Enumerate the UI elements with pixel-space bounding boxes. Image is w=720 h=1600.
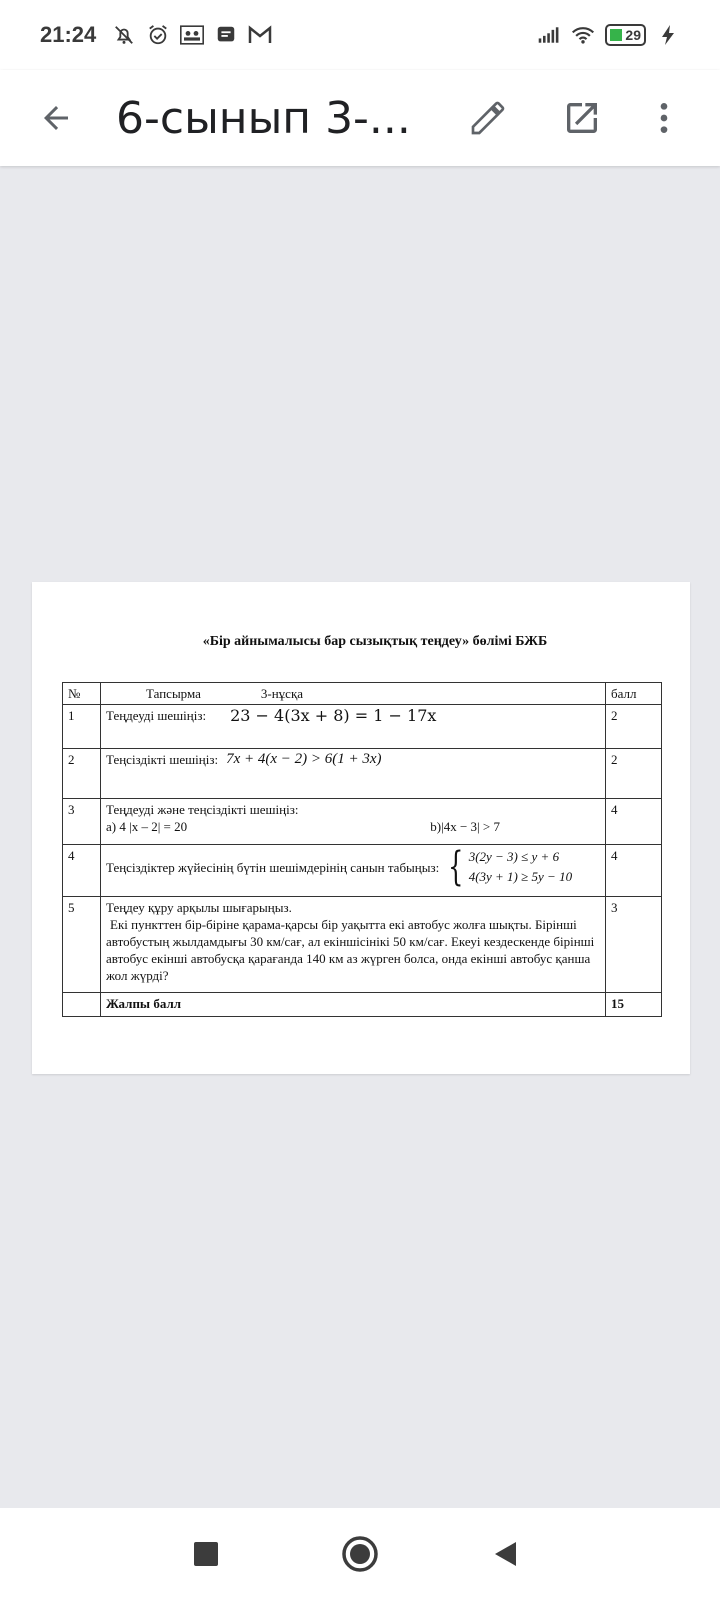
row-text: Теңсіздікті шешіңіз: (106, 752, 219, 767)
gmail-icon (248, 23, 272, 47)
row-num: 2 (63, 749, 101, 799)
row-text: Теңдеуді және теңсіздікті шешіңіз: (106, 802, 299, 817)
header-task-cell (101, 683, 606, 705)
table-header-row (63, 683, 662, 705)
back-triangle-icon (492, 1540, 520, 1568)
row-task (101, 897, 606, 993)
inequality-system (443, 844, 573, 890)
table-row (63, 799, 662, 845)
row-formula: 7x + 4(x − 2) > 6(1 + 3x) (226, 751, 382, 767)
header-num: № (63, 683, 101, 705)
task-table (62, 682, 662, 1017)
row-num: 5 (63, 897, 101, 993)
total-label: Жалпы балл (101, 993, 606, 1017)
app-bar (0, 70, 720, 166)
back-button[interactable] (26, 88, 86, 148)
table-row (63, 749, 662, 799)
total-num-cell (63, 993, 101, 1017)
row-task (101, 799, 606, 845)
alarm-icon (146, 23, 170, 47)
home-button[interactable] (330, 1524, 390, 1584)
battery-fill (610, 29, 622, 41)
system-line-2: 4(3y + 1) ≥ 5y − 10 (468, 869, 573, 884)
status-bar (0, 0, 720, 70)
row-num: 1 (63, 705, 101, 749)
row-num: 3 (63, 799, 101, 845)
status-right-icons (537, 23, 680, 47)
document-page (32, 582, 690, 1074)
row-text: Теңдеу құру арқылы шығарыңыз. (106, 900, 292, 915)
system-line-1: 3(2y − 3) ≤ y + 6 (468, 849, 560, 864)
row-task (101, 845, 606, 897)
row-problem: Екі пункттен бір-біріне қарама-қарсы бір уақытта екі автобус жолға шықты. Бірінші автобустың жылдамдығы 30 км/сағ, ал екіншісінікі 50 км/сағ. Екеуі кездескенде бірінші автобус екінші автобусқа қарағанда 140 км аз жүрген болса, онда екінші автобус қанша жол жүрді? (106, 917, 595, 983)
battery-icon (605, 24, 646, 46)
table-row (63, 845, 662, 897)
row-part-b: b)|4x − 3| > 7 (430, 819, 500, 834)
recents-button[interactable] (176, 1524, 236, 1584)
total-score: 15 (606, 993, 662, 1017)
document-title: 6-сынып 3-... (116, 92, 411, 144)
open-in-new-icon (562, 98, 602, 138)
row-formula: 23 − 4(3x + 8) = 1 − 17x (230, 706, 437, 725)
row-part-a: a) 4 |x – 2| = 20 (106, 819, 188, 834)
edit-button[interactable] (460, 90, 516, 146)
table-row (63, 897, 662, 993)
more-vert-icon (644, 98, 684, 138)
table-row (63, 705, 662, 749)
row-text: Теңсіздіктер жүйесінің бүтін шешімдерінің санын табыңыз: (106, 859, 440, 875)
row-num: 4 (63, 845, 101, 897)
battery-level: 29 (625, 27, 641, 43)
row-score: 2 (606, 749, 662, 799)
back-nav-button[interactable] (476, 1524, 536, 1584)
open-external-button[interactable] (554, 90, 610, 146)
row-task (101, 705, 606, 749)
arrow-back-icon (38, 100, 74, 136)
more-options-button[interactable] (636, 90, 692, 146)
status-time: 21:24 (40, 22, 97, 47)
header-task: Тапсырма (146, 686, 201, 701)
charging-icon (656, 23, 680, 47)
message-icon (214, 23, 238, 47)
header-variant: 3-нұсқа (260, 686, 304, 701)
pencil-icon (468, 98, 508, 138)
document-heading: «Бір айнымалысы бар сызықтық теңдеу» бөлімі БЖБ (202, 634, 548, 649)
row-text: Теңдеуді шешіңіз: (106, 708, 207, 723)
recents-square-icon (193, 1541, 219, 1567)
bell-off-icon (112, 23, 136, 47)
home-circle-icon (340, 1534, 380, 1574)
row-task (101, 749, 606, 799)
navigation-bar (0, 1508, 720, 1600)
status-left-icons (112, 23, 272, 47)
contacts-icon (180, 23, 204, 47)
wifi-icon (571, 23, 595, 47)
row-score: 4 (606, 845, 662, 897)
header-score: балл (606, 683, 662, 705)
table-total-row (63, 993, 662, 1017)
row-score: 3 (606, 897, 662, 993)
row-score: 2 (606, 705, 662, 749)
signal-icon (537, 23, 561, 47)
brace-symbol: { (448, 844, 464, 890)
row-score: 4 (606, 799, 662, 845)
